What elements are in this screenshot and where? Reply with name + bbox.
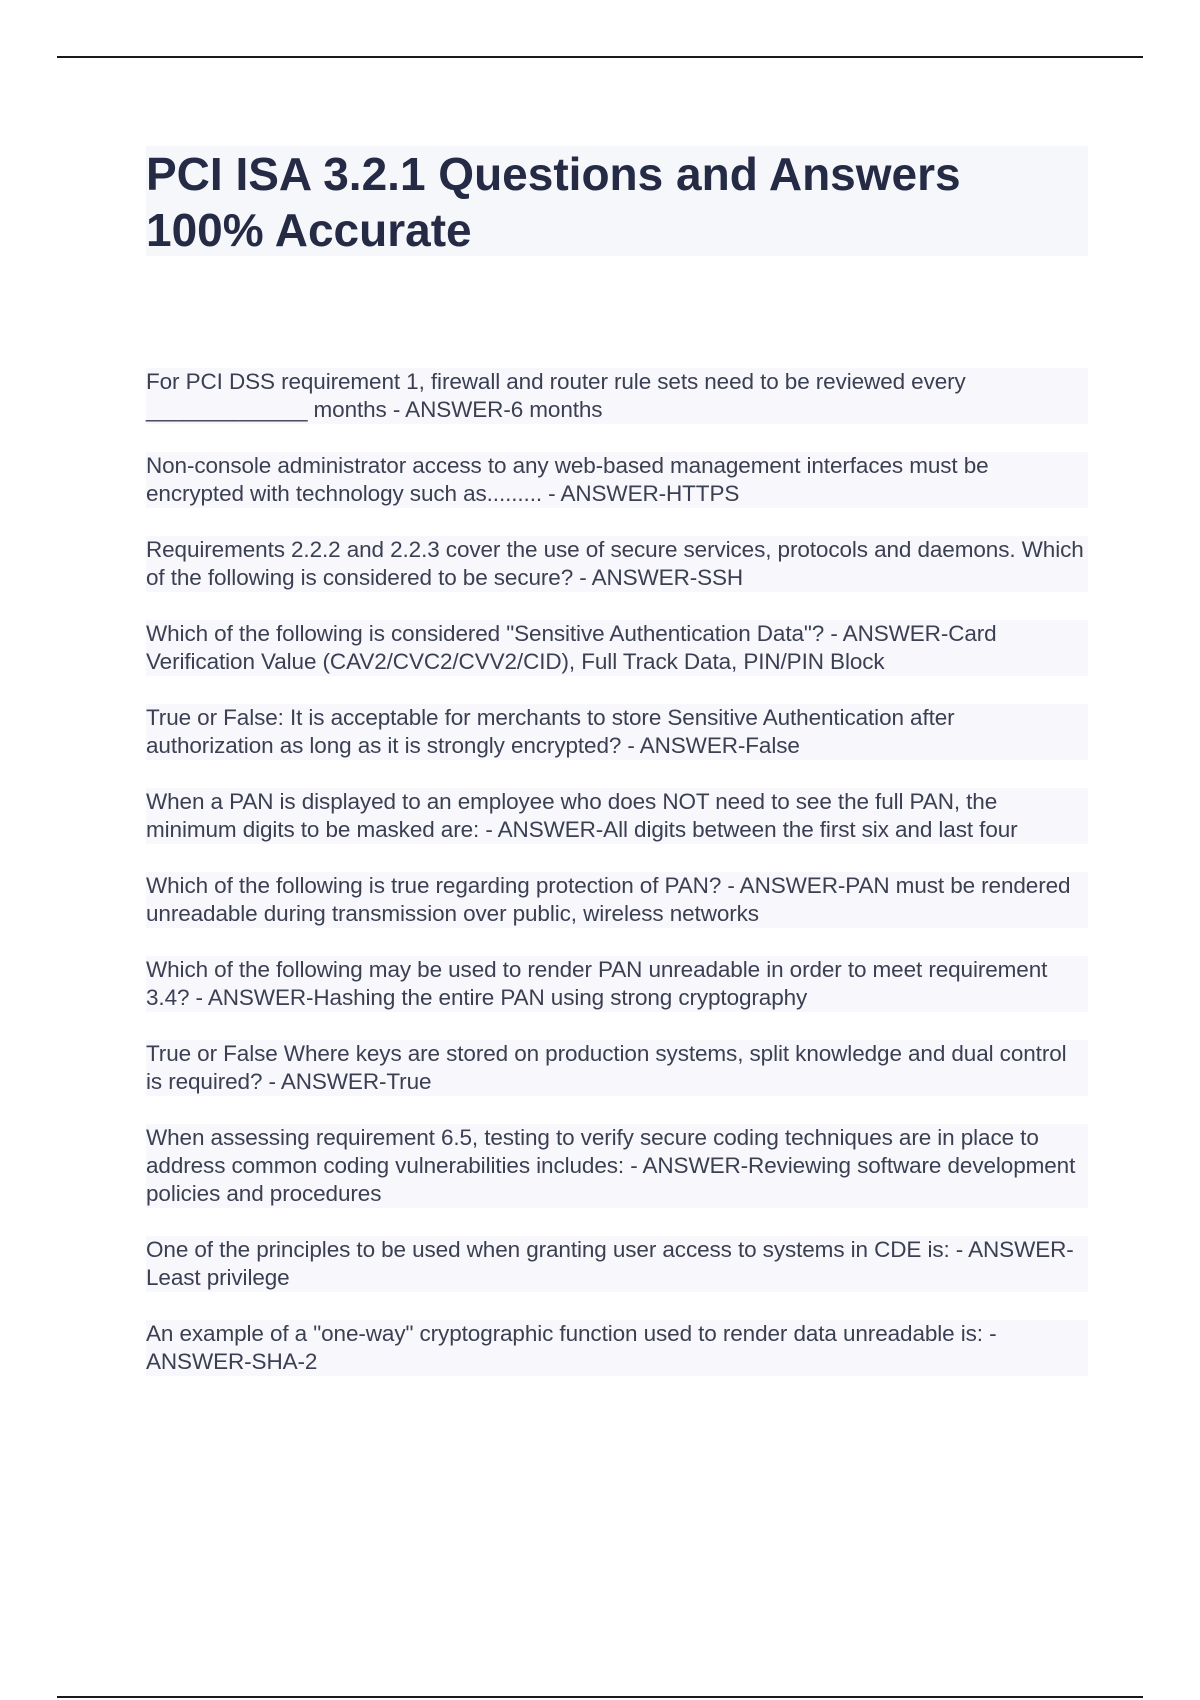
qa-item: An example of a "one-way" cryptographic function used to render data unreadable is: - ANSWER-SHA-2: [146, 1320, 1088, 1376]
qa-item: One of the principles to be used when granting user access to systems in CDE is: - ANSWER-Least privilege: [146, 1236, 1088, 1292]
qa-item: True or False: It is acceptable for merchants to store Sensitive Authentication after authorization as long as it is strongly encrypted? - ANSWER-False: [146, 704, 1088, 760]
qa-item: Requirements 2.2.2 and 2.2.3 cover the use of secure services, protocols and daemons. Which of the following is considered to be secure? - ANSWER-SSH: [146, 536, 1088, 592]
top-rule: [57, 56, 1143, 58]
bottom-rule: [57, 1696, 1143, 1698]
qa-item: Which of the following may be used to render PAN unreadable in order to meet requirement 3.4? - ANSWER-Hashing the entire PAN using strong cryptography: [146, 956, 1088, 1012]
qa-item: When a PAN is displayed to an employee who does NOT need to see the full PAN, the minimum digits to be masked are: - ANSWER-All digits between the first six and last four: [146, 788, 1088, 844]
document-title: PCI ISA 3.2.1 Questions and Answers 100% Accurate: [146, 148, 961, 256]
qa-item: True or False Where keys are stored on production systems, split knowledge and dual control is required? - ANSWER-True: [146, 1040, 1088, 1096]
qa-item: Which of the following is considered "Sensitive Authentication Data"? - ANSWER-Card Verification Value (CAV2/CVC2/CVV2/CID), Full Track Data, PIN/PIN Block: [146, 620, 1088, 676]
qa-item: Which of the following is true regarding protection of PAN? - ANSWER-PAN must be rendered unreadable during transmission over public, wireless networks: [146, 872, 1088, 928]
qa-item: Non-console administrator access to any web-based management interfaces must be encrypted with technology such as......... - ANSWER-HTTPS: [146, 452, 1088, 508]
qa-item: When assessing requirement 6.5, testing to verify secure coding techniques are in place to address common coding vulnerabilities includes: - ANSWER-Reviewing software development policies and procedures: [146, 1124, 1088, 1208]
qa-list: [146, 368, 1088, 1404]
qa-item: For PCI DSS requirement 1, firewall and router rule sets need to be reviewed every _____________ months - ANSWER-6 months: [146, 368, 1088, 424]
